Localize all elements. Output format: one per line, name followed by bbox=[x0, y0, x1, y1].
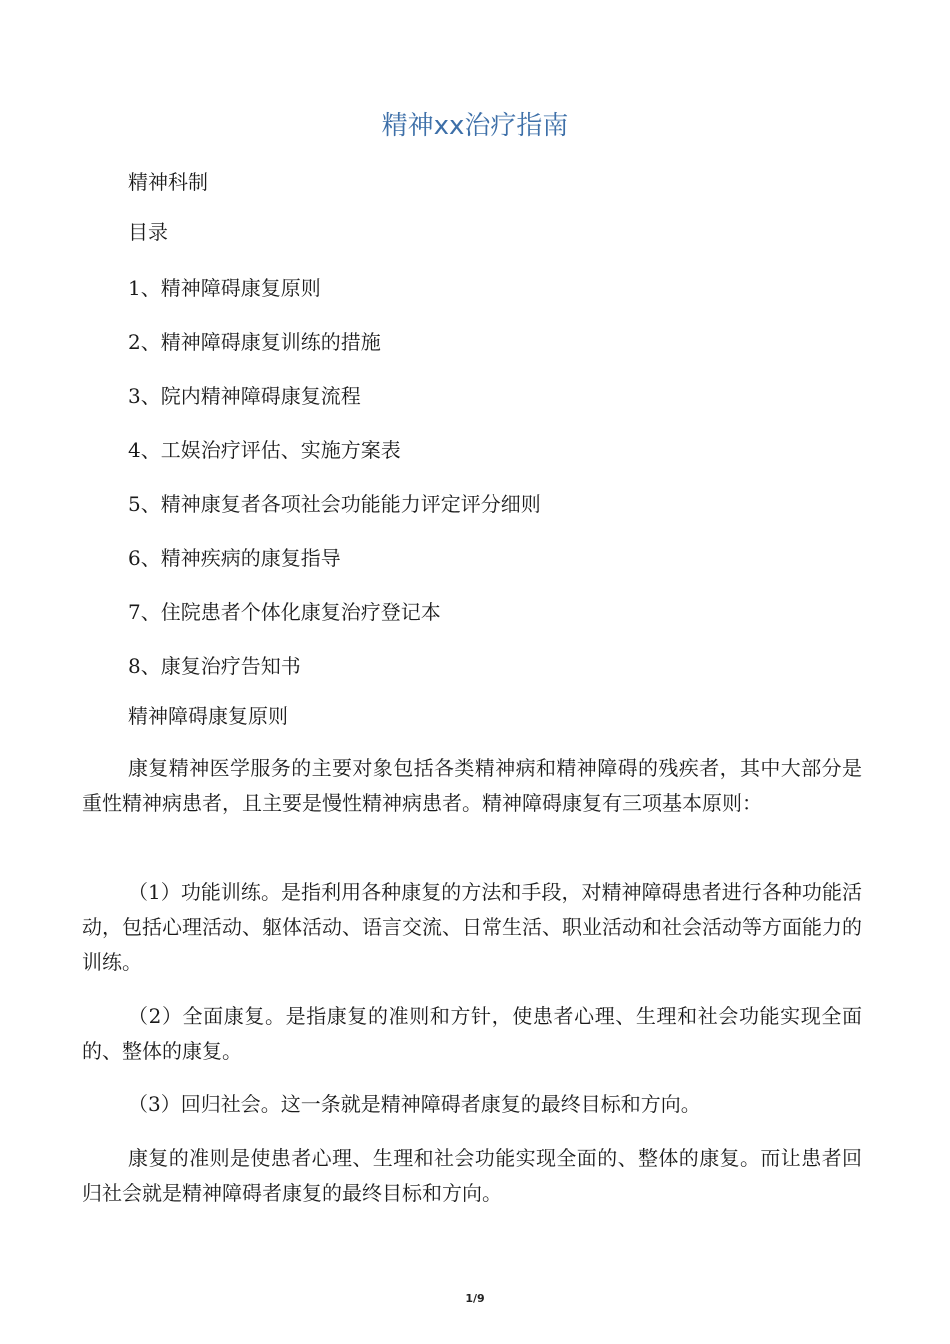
toc-item: 4、工娱治疗评估、实施方案表 bbox=[128, 438, 401, 462]
toc-heading: 目录 bbox=[128, 220, 168, 244]
section-heading: 精神障碍康复原则 bbox=[128, 704, 288, 728]
toc-item: 3、院内精神障碍康复流程 bbox=[128, 384, 361, 408]
toc-item: 8、康复治疗告知书 bbox=[128, 654, 301, 678]
body-paragraph: （1）功能训练。是指利用各种康复的方法和手段，对精神障碍患者进行各种功能活动，包括心理活动、躯体活动、语言交流、日常生活、职业活动和社会活动等方面能力的训练。 bbox=[82, 880, 862, 974]
department-line: 精神科制 bbox=[128, 170, 208, 194]
toc-item: 1、精神障碍康复原则 bbox=[128, 276, 321, 300]
toc-item: 7、住院患者个体化康复治疗登记本 bbox=[128, 600, 441, 624]
body-paragraph: （3）回归社会。这一条就是精神障碍者康复的最终目标和方向。 bbox=[128, 1092, 701, 1116]
body-paragraph: （2）全面康复。是指康复的准则和方针，使患者心理、生理和社会功能实现全面的、整体的康复。 bbox=[82, 1004, 862, 1063]
body-paragraph: 康复的准则是使患者心理、生理和社会功能实现全面的、整体的康复。而让患者回归社会就是精神障碍者康复的最终目标和方向。 bbox=[82, 1146, 862, 1205]
toc-item: 2、精神障碍康复训练的措施 bbox=[128, 330, 381, 354]
document-title: 精神xx治疗指南 bbox=[381, 111, 569, 141]
toc-item: 6、精神疾病的康复指导 bbox=[128, 546, 341, 570]
toc-item: 5、精神康复者各项社会功能能力评定评分细则 bbox=[128, 492, 541, 516]
body-paragraph: 康复精神医学服务的主要对象包括各类精神病和精神障碍的残疾者，其中大部分是重性精神病患者，且主要是慢性精神病患者。精神障碍康复有三项基本原则： bbox=[82, 756, 862, 815]
page-number: 1/9 bbox=[465, 1292, 485, 1305]
